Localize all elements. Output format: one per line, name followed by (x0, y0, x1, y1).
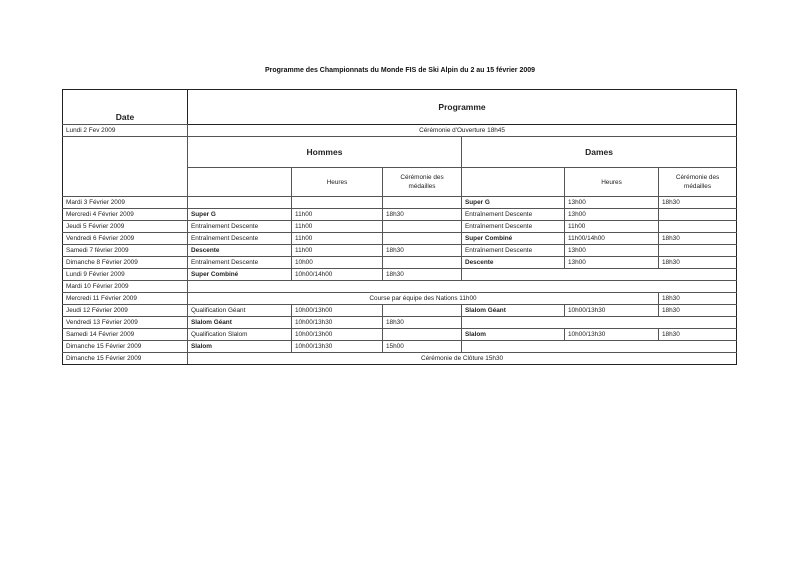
dames-ceremonie-header: Cérémonie des médailles (659, 168, 737, 197)
page-title: Programme des Championnats du Monde FIS de Ski Alpin du 2 au 15 février 2009 (264, 67, 536, 74)
table-row (63, 197, 737, 209)
dames-empty (462, 269, 737, 281)
team-event: Course par équipe des Nations 11h00 (188, 293, 659, 305)
table-row (63, 293, 737, 305)
blank-header-cell (63, 137, 188, 197)
hommes-time: 10h00/14h00 (292, 269, 383, 281)
dames-time: 13h00 (565, 197, 659, 209)
row-date: Mardi 10 Février 2009 (63, 281, 188, 293)
table-row (63, 269, 737, 281)
dames-header: Dames (462, 137, 737, 168)
dames-time: 10h00/13h30 (565, 305, 659, 317)
dames-time: 11h00/14h00 (565, 233, 659, 245)
hommes-heures-header: Heures (292, 168, 383, 197)
dames-ceremony (659, 209, 737, 221)
dames-time: 10h00/13h30 (565, 329, 659, 341)
hommes-event: Entraînement Descente (188, 233, 292, 245)
row-date: Vendredi 13 Février 2009 (63, 317, 188, 329)
dames-event: Super Combiné (462, 233, 565, 245)
dames-ceremony: 18h30 (659, 233, 737, 245)
table-row (63, 245, 737, 257)
dames-empty (462, 341, 737, 353)
date-header: Date (63, 90, 188, 125)
table-row (63, 221, 737, 233)
hommes-event-header (188, 168, 292, 197)
schedule-table (62, 89, 737, 365)
dames-event: Entraînement Descente (462, 245, 565, 257)
dames-ceremony (659, 221, 737, 233)
opening-date: Lundi 2 Fev 2009 (63, 125, 188, 137)
hommes-time: 10h00/13h30 (292, 317, 383, 329)
row-date: Mercredi 11 Février 2009 (63, 293, 188, 305)
hommes-event: Descente (188, 245, 292, 257)
table-row (63, 329, 737, 341)
hommes-time: 11h00 (292, 233, 383, 245)
dames-ceremony: 18h30 (659, 197, 737, 209)
dames-time: 13h00 (565, 245, 659, 257)
team-ceremony: 18h30 (659, 293, 737, 305)
hommes-ceremony: 18h30 (383, 245, 462, 257)
hommes-header: Hommes (188, 137, 462, 168)
dames-event-header (462, 168, 565, 197)
dames-event: Entraînement Descente (462, 221, 565, 233)
schedule-rows (63, 197, 737, 353)
dames-ceremony (659, 245, 737, 257)
closing-date: Dimanche 15 Février 2009 (63, 353, 188, 365)
hommes-ceremony: 18h30 (383, 317, 462, 329)
table-row (63, 341, 737, 353)
opening-ceremony: Cérémonie d'Ouverture 18h45 (188, 125, 737, 137)
hommes-time: 10h00/13h30 (292, 341, 383, 353)
dames-ceremony: 18h30 (659, 257, 737, 269)
row-date: Mardi 3 Février 2009 (63, 197, 188, 209)
dames-event: Slalom (462, 329, 565, 341)
row-date: Mercredi 4 Février 2009 (63, 209, 188, 221)
dames-event: Entraînement Descente (462, 209, 565, 221)
hommes-event: Slalom (188, 341, 292, 353)
hommes-ceremony (383, 257, 462, 269)
hommes-time: 11h00 (292, 245, 383, 257)
dames-time: 13h00 (565, 257, 659, 269)
hommes-event: Super Combiné (188, 269, 292, 281)
row-date: Jeudi 12 Février 2009 (63, 305, 188, 317)
hommes-ceremony (383, 329, 462, 341)
row-date: Samedi 7 février 2009 (63, 245, 188, 257)
dames-heures-header: Heures (565, 168, 659, 197)
row-date: Dimanche 15 Février 2009 (63, 341, 188, 353)
hommes-ceremony (383, 305, 462, 317)
table-row (63, 209, 737, 221)
hommes-event: Slalom Géant (188, 317, 292, 329)
hommes-event: Entraînement Descente (188, 221, 292, 233)
hommes-time: 10h00 (292, 257, 383, 269)
table-row (63, 281, 737, 293)
hommes-ceremony: 15h00 (383, 341, 462, 353)
hommes-ceremony (383, 221, 462, 233)
table-row (63, 305, 737, 317)
dames-event: Descente (462, 257, 565, 269)
table-row (63, 317, 737, 329)
dames-time: 13h00 (565, 209, 659, 221)
dames-time: 11h00 (565, 221, 659, 233)
table-row (63, 257, 737, 269)
row-date: Vendredi 6 Février 2009 (63, 233, 188, 245)
hommes-ceremonie-header: Cérémonie des médailles (383, 168, 462, 197)
dames-event: Super G (462, 197, 565, 209)
row-date: Jeudi 5 Février 2009 (63, 221, 188, 233)
row-date: Samedi 14 Février 2009 (63, 329, 188, 341)
hommes-ceremony (383, 233, 462, 245)
hommes-ceremony: 18h30 (383, 209, 462, 221)
dames-ceremony: 18h30 (659, 329, 737, 341)
hommes-time: 10h00/13h00 (292, 329, 383, 341)
hommes-ceremony: 18h30 (383, 269, 462, 281)
closing-ceremony: Cérémonie de Clôture 15h30 (188, 353, 737, 365)
empty-programme (188, 281, 737, 293)
hommes-event: Qualification Géant (188, 305, 292, 317)
hommes-event: Qualification Slalom (188, 329, 292, 341)
dames-event: Slalom Géant (462, 305, 565, 317)
hommes-event: Super G (188, 209, 292, 221)
hommes-time: 11h00 (292, 221, 383, 233)
hommes-event: Entraînement Descente (188, 257, 292, 269)
row-date: Lundi 9 Février 2009 (63, 269, 188, 281)
dames-empty (462, 317, 737, 329)
hommes-time: 11h00 (292, 209, 383, 221)
programme-header: Programme (188, 90, 737, 125)
hommes-event (188, 197, 292, 209)
table-row (63, 233, 737, 245)
hommes-ceremony (383, 197, 462, 209)
row-date: Dimanche 8 Février 2009 (63, 257, 188, 269)
dames-ceremony: 18h30 (659, 305, 737, 317)
hommes-time: 10h00/13h00 (292, 305, 383, 317)
hommes-time (292, 197, 383, 209)
